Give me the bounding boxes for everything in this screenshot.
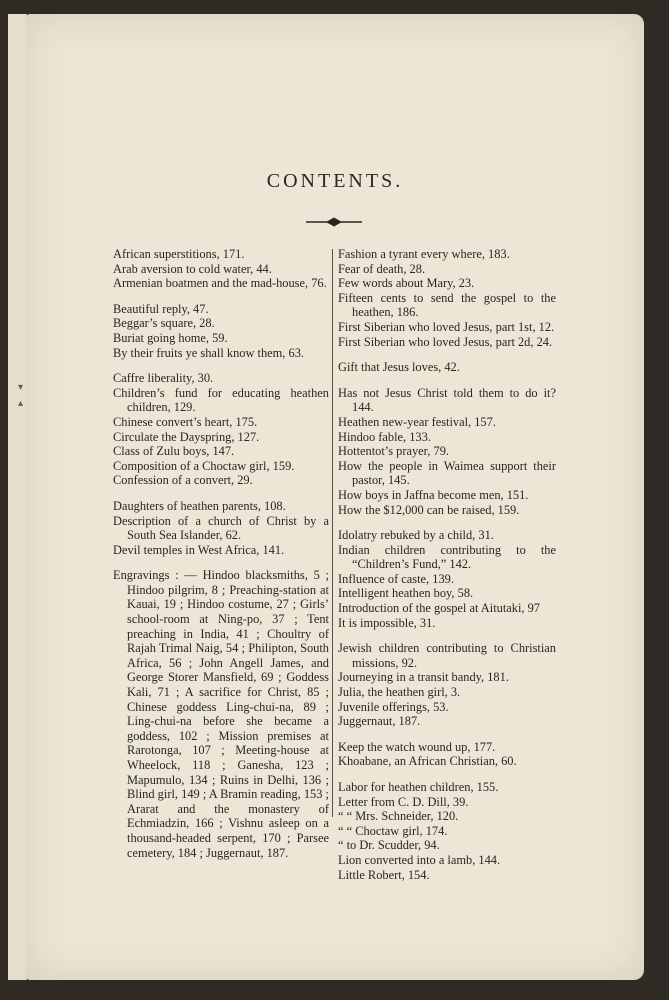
entry-group-gap [113, 488, 329, 499]
contents-entry: Children’s fund for educating heathen children, 129. [113, 385, 329, 415]
contents-entry: Labor for heathen children, 155. [338, 780, 499, 794]
entry-group-gap [338, 349, 556, 360]
contents-entry: “ “ Mrs. Schneider, 120. [338, 809, 459, 824]
contents-entry: Few words about Mary, 23. [338, 276, 475, 291]
entry-group-gap [338, 630, 556, 641]
contents-entry: Confession of a convert, 29. [113, 473, 253, 488]
contents-entry: Journeying in a transit bandy, 181. [338, 670, 509, 685]
binding-stitch-mark: ▾ [18, 382, 24, 393]
contents-entry: Juvenile offerings, 53. [338, 699, 449, 714]
contents-entry: Intelligent heathen boy, 58. [338, 586, 474, 601]
contents-column-right [338, 247, 556, 882]
contents-entry: First Siberian who loved Jesus, part 2d, 24. [338, 334, 553, 349]
entry-group-gap [338, 729, 556, 740]
entry-group-gap [113, 360, 329, 371]
entry-group-gap [113, 291, 329, 302]
entry-group-gap [338, 769, 556, 780]
contents-entry: Keep the watch wound up, 177. [338, 739, 496, 754]
contents-entry: Juggernaut, 187. [338, 714, 421, 729]
contents-entry: Fashion a tyrant every where, 183. [338, 247, 510, 261]
contents-entry: Arab aversion to cold water, 44. [113, 261, 272, 276]
contents-entry: Letter from C. D. Dill, 39. [338, 794, 469, 809]
contents-entry: Hindoo fable, 133. [338, 429, 431, 444]
page-title: CONTENTS. [266, 170, 404, 192]
left-page-edge [8, 14, 27, 980]
contents-entry: First Siberian who loved Jesus, part 1st, 12. [338, 319, 555, 334]
contents-entry: Daughters of heathen parents, 108. [113, 498, 286, 513]
contents-entry: How the people in Waimea support their pastor, 145. [338, 458, 556, 488]
contents-entry: Gift that Jesus loves, 42. [338, 360, 460, 375]
column-divider [332, 249, 333, 817]
contents-entry: Class of Zulu boys, 147. [113, 444, 235, 459]
contents-entry: Hottentot’s prayer, 79. [338, 444, 449, 459]
contents-entry: Influence of caste, 139. [338, 571, 454, 586]
contents-entry: Armenian boatmen and the mad-house, 76. [113, 276, 327, 291]
contents-entry: How the $12,000 can be raised, 159. [338, 502, 520, 517]
contents-entry: Beautiful reply, 47. [113, 301, 209, 316]
contents-entry: Chinese convert’s heart, 175. [113, 414, 258, 429]
entry-group-gap [338, 517, 556, 528]
contents-entry: “ “ Choctaw girl, 174. [338, 823, 448, 838]
contents-entry: Idolatry rebuked by a child, 31. [338, 528, 494, 543]
contents-entry: Beggar’s square, 28. [113, 316, 215, 331]
contents-entry: Indian children contributing to the “Children’s Fund,” 142. [338, 542, 556, 572]
contents-entry: Julia, the heathen girl, 3. [338, 685, 461, 700]
contents-entry: Khoabane, an African Christian, 60. [338, 754, 517, 769]
entry-group-gap [113, 557, 329, 568]
contents-entry: Circulate the Dayspring, 127. [113, 429, 260, 444]
contents-entry: Buriat going home, 59. [113, 330, 228, 345]
contents-entry: Jewish children contributing to Christian missions, 92. [338, 641, 556, 670]
contents-entry: How boys in Jaffna become men, 151. [338, 487, 529, 502]
contents-entry: Devil temples in West Africa, 141. [113, 542, 285, 557]
contents-entry: Fear of death, 28. [338, 261, 426, 276]
contents-entry: Description of a church of Christ by a South Sea Islander, 62. [113, 513, 329, 543]
contents-entry: Lion converted into a lamb, 144. [338, 852, 501, 867]
contents-entry: African superstitions, 171. [113, 247, 245, 261]
divider-ornament-icon [306, 216, 362, 228]
contents-entry: Composition of a Choctaw girl, 159. [113, 458, 295, 473]
contents-entry: Little Robert, 154. [338, 867, 430, 882]
contents-entry: Caffre liberality, 30. [113, 371, 214, 386]
binding-stitch-mark: ▴ [18, 398, 24, 409]
contents-entry: Heathen new-year festival, 157. [338, 414, 496, 429]
contents-entry: “ to Dr. Scudder, 94. [338, 838, 440, 853]
contents-entry: Engravings : — Hindoo blacksmiths, 5 ; Hindoo pilgrim, 8 ; Preaching-station at Kauai, 19 ; Hindoo costume, 27 ; Girls’ school-room at Ning-po, 37 ; Tent preaching in India, 41 ; Choultry of Rajah Trimal Naig, 54 ; Philipton, South Africa, 56 ; John Angell James, and George Storer Mansfield, 69 ; Goddess Kali, 71 ; A sacrifice for Christ, 85 ; Chinese goddess Ling-chui-na, 89 ; Ling-chui-na before she became a goddess, 102 ; Mission premises at Rarotonga, 107 ; Meeting-house at Wheelock, 118 ; Ganesha, 123 ; Mapumulo, 134 ; Ruins in Delhi, 136 ; Blind girl, 149 ; A Bramin reading, 153 ; Ararat and the monastery of Echmiadzin, 166 ; Vishnu asleep on a thousand-headed serpent, 170 ; Parsee cemetery, 184 ; Juggernaut, 187. [113, 568, 329, 860]
entry-group-gap [338, 375, 556, 386]
contents-entry: Introduction of the gospel at Aitutaki, 97 [338, 601, 541, 616]
contents-entry: Fifteen cents to send the gospel to the heathen, 186. [338, 290, 556, 320]
contents-entry: Has not Jesus Christ told them to do it? 144. [338, 385, 556, 415]
contents-entry: It is impossible, 31. [338, 615, 436, 630]
contents-column-left [113, 247, 329, 860]
contents-entry: By their fruits ye shall know them, 63. [113, 345, 304, 360]
